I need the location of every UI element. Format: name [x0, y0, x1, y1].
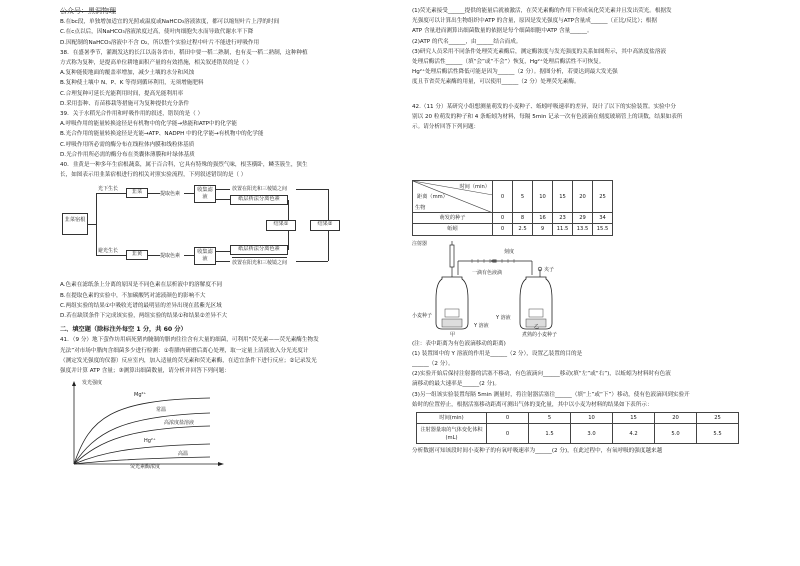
table-header-cell: 15	[613, 413, 655, 424]
table-header-cell: 15	[553, 181, 573, 213]
text-line: (1)荧光素接受______提供的能量后就被激活，在荧光素酶的作用下形成氧化荧光素并且发出荧光。根据发	[412, 8, 672, 14]
graph-xlabel: 荧光素酶浓度	[130, 464, 161, 471]
connector	[288, 231, 289, 250]
text-line: 始时的位置停止，根据活塞移动距离可测出气体的变化量，其中以小麦为材料的结果如下表所示：	[412, 401, 653, 408]
text-line: B.在bc段，单独增加适宜的光照或温度或NaHCO₃溶液浓度，都可以缩短叶片上浮的时间	[60, 19, 280, 26]
label-boiled-seeds: 煮熟的小麦种子	[522, 331, 558, 338]
y-axis-arrow	[72, 381, 76, 386]
table-cell: 23	[553, 213, 573, 224]
table-cell: 16	[533, 213, 553, 224]
table-header-cell: 0	[487, 413, 529, 424]
result-2-box: 结果②	[310, 220, 340, 231]
text-line: 别以 20 粒萌发的种子和 4 条蚯蚓为材料，每隔 5min 记录一次有色液滴在刻度玻璃管上的读数，结果如表所	[412, 113, 683, 120]
connector	[328, 189, 329, 220]
table-cell: 1.5	[529, 424, 571, 444]
table-header-cell: 时间(min)	[417, 413, 487, 424]
table-cell: 34	[593, 213, 613, 224]
table-cell: 3.0	[571, 424, 613, 444]
graph-ylabel: 发光强度	[82, 380, 103, 387]
connector	[296, 189, 328, 190]
text-line: D.光合作用所必需的酶分布在类囊体薄膜和叶绿体基质	[60, 151, 195, 158]
x-axis-arrow	[218, 462, 224, 466]
table-header-cell: 0	[493, 181, 513, 213]
text-line: (3)研究人员采用不同条件处理荧光素酶后，测定酶浓度与发光强度的关系如图所示，其中高浓度盐溶液	[412, 48, 667, 55]
connector	[216, 199, 230, 200]
text-line: 42.（11 分）某研究小组想测量萌发的小麦种子、蚯蚓呼吸速率的差异，设计了以下的实验装置。实验中分	[412, 103, 676, 110]
leaf-yellow-chive-box: 韭黄	[126, 250, 148, 260]
collect-filtrate-box-1: 收集滤液	[194, 185, 216, 203]
result-1-box: 结果①	[266, 220, 296, 231]
table-header-cell: 10	[533, 181, 553, 213]
label-y-solution-b: Y 溶液	[496, 314, 511, 321]
left-top-text	[60, 17, 390, 180]
text-line: （测定发光强度的仪器）反应室内，加入适量的荧光素和荧光素酶，在适宜条件下进行反应；②记录发光	[60, 357, 317, 364]
spacer	[412, 132, 772, 180]
seed-basket-a	[445, 309, 459, 317]
table-header-cell: 25	[593, 181, 613, 213]
leaf-chive-box: 韭菜	[126, 188, 148, 198]
q41-text	[60, 335, 390, 376]
experiment-flow-diagram	[60, 183, 390, 275]
connector	[288, 200, 289, 220]
table-header-cell: 5	[513, 181, 533, 213]
connector	[216, 261, 230, 262]
text-line: B.复种使土壤中 N、P、K 等得到循环利用，无须增施肥料	[60, 80, 204, 87]
connector	[328, 231, 329, 261]
curve-label-normal: 常温	[156, 407, 167, 414]
text-line: 示。请分析回答下列问题：	[412, 124, 480, 131]
connector	[96, 193, 97, 255]
left-column	[60, 6, 390, 471]
connector	[88, 224, 96, 225]
table-header-cell: 20	[573, 181, 593, 213]
table-header-cell: 20	[655, 413, 697, 424]
text-line: C.在c点以后，因NaHCO₃溶液浓度过高，使叶肉细胞失水而导致代谢水平下降	[60, 29, 254, 36]
label-seeds: 小麦种子	[412, 312, 433, 319]
curve-label-salt: 高浓度盐溶液	[164, 420, 195, 427]
q40-options	[60, 280, 390, 321]
corner-organism-label: 生物	[415, 205, 426, 212]
seed-basket-b	[529, 309, 543, 317]
extract-label-1: 提取色素	[160, 191, 181, 198]
table-cell: 9	[533, 224, 553, 235]
table-cell: 5.0	[655, 424, 697, 444]
text-line: 41．（9 分）地下萤作坊用病死猪肉腌制的腊肉往往含有大量的细菌，可利用“荧光素——荧光素酶生物发	[60, 337, 319, 344]
text-line: Hg²⁺处理后酶活性降低可能是因为______（2 分）。据图分析，若要达到最大发光强	[412, 69, 618, 76]
luminescence-graph	[60, 378, 390, 471]
table-corner-cell	[413, 181, 493, 213]
table-row	[417, 424, 739, 444]
table-row	[413, 224, 613, 235]
text-line: 强度并计算 ATP 含量；③测算出细菌数量，请分析并回答下列问题：	[60, 368, 230, 375]
text-line: 39．关于水稻光合作用和呼吸作用的叙述，错误的是（ ）	[60, 111, 204, 118]
text-line: 处理后酶活性______（填“会”或“不会”）恢复，Hg²⁺处理后酶活性不可恢复。	[412, 59, 605, 66]
table-cell: 8	[513, 213, 533, 224]
corner-time-label: 时间（min）	[459, 184, 490, 191]
spacer	[412, 88, 772, 102]
table-cell: 5.5	[697, 424, 739, 444]
gas-volume-table	[416, 412, 739, 444]
text-line: 光强度可以计算出生物组织中ATP 的含量，原因是发光强度与ATP含量成______（正比/反比）；根据	[412, 18, 657, 25]
connector	[148, 193, 160, 194]
table-cell: 13.5	[573, 224, 593, 235]
text-line: 方式称为复种，是提高单位耕地面积产量的有效措施，相关叙述错误的是（ ）	[60, 60, 252, 67]
option-a[interactable]: A.色素在滤纸条上分离的原因是不同色素在层析液中的溶解度不同	[60, 282, 223, 289]
table-header-cell: 10	[571, 413, 613, 424]
connector	[184, 193, 194, 194]
text-line: ATP 含量进而测算出细菌数量的依据是每个细菌细胞中ATP 含量______。	[412, 28, 593, 35]
table-cell: 2.5	[513, 224, 533, 235]
apparatus-diagram	[412, 239, 772, 337]
table-note: (注：表中距离为有色液滴移动的距离)	[412, 340, 506, 347]
step-chromatography-1: 纸层析法分离色素	[230, 195, 288, 205]
text-line: 滴移动的最大速率是______(2 分)。	[412, 381, 501, 388]
text-line: C.合理复种可延长光能利用时间，提高光能利用率	[60, 90, 184, 97]
text-line: 38．在盛暑季节，灌溉发达的长江以南各省市，稻田中要一稻二熟制，也有麦一稻二熟制，这种种植	[60, 49, 308, 56]
text-line: C.呼吸作用所必需的酶分布在线粒体内膜和线粒体基质	[60, 141, 195, 148]
label-syringe: 注射器	[412, 240, 428, 247]
label-valve: 夹子	[544, 266, 555, 273]
text-line: (2)ATP 的代名______，由______结合而成。	[412, 38, 522, 45]
colored-drop	[491, 259, 497, 262]
text-line: 长，如图表示用韭菜宿根进行的相关对照实验流程，下列叙述错误的是（ ）	[60, 172, 247, 179]
text-line: B.光合作用的能量转换途径是光能→ATP、NADPH 中的化学能→有机物中的化学能	[60, 131, 264, 138]
curve-label-mg: Mg²⁺	[134, 392, 147, 399]
text-line: 光法”对市场中腊肉含细菌多少进行检测：①将腊肉研磨后离心处理，取一定量上清液放入分光光度计	[60, 347, 309, 354]
curve-label-hg: Hg²⁺	[144, 438, 156, 445]
section-title: 二、填空题（除标注外每空 1 分，共 60 分）	[60, 326, 187, 334]
text-line: ______（2 分）。	[412, 361, 454, 368]
connector	[216, 189, 230, 190]
text-line: (1) 装置图中的 Y 溶液的作用是______（2 分），设置乙装置的目的是	[412, 350, 583, 357]
text-line: D.采用套种、育苗移栽等措施可为复种提供充分条件	[60, 100, 190, 107]
connector	[296, 261, 328, 262]
curve-hg	[74, 444, 210, 464]
branch-label-light: 光下生长	[98, 186, 119, 193]
watermark: 公众号：黑洞物理	[60, 7, 116, 15]
label-drop: 一滴有色液滴	[472, 269, 503, 276]
y-solution-a	[442, 319, 462, 327]
text-line: 40．韭黄是一种多年生宿根蔬菜，属于百合科，它具有特殊的强烈气味，根茎横卧，鳞茎簇生，狭生	[60, 162, 308, 169]
text-line: 度且节省荧光素酶的用量，可以使用______（2 分）处理荧光素酶。	[412, 79, 580, 86]
text-line: A.呼吸作用的能量转换途径是有机物中的化学能→热能和ATP中的化学能	[60, 121, 238, 128]
step-prism-1: 放置在阳光和三棱镜之间	[232, 184, 287, 195]
table-row-label: 蚯蚓	[413, 224, 493, 235]
flow-root-box: 韭菜宿根	[62, 213, 88, 235]
table-header-row	[413, 181, 613, 213]
table-cell: 15.5	[593, 224, 613, 235]
label-y-solution-a: Y 溶液	[474, 322, 489, 329]
right-column	[412, 6, 772, 456]
label-yi: 乙	[534, 323, 540, 330]
table-row	[413, 213, 613, 224]
text-line: (2)实验开始后保持注射器的活塞不移动，有色液滴向______移动(填“左”或“右”)，以蚯蚓为材料时有色液	[412, 371, 671, 378]
corner-distance-label: 距离（mm）	[417, 194, 448, 201]
text-line: 分析数据可知该段时间小麦种子的有氧呼吸速率为______(2 分)，在此过程中，有氧呼吸的强度越来越	[412, 448, 663, 455]
table-cell: 0	[493, 224, 513, 235]
table-cell: 4.2	[613, 424, 655, 444]
text-line: (3)另一组该实验装置每隔 5min 测量时，将注射器活塞往______（填“上”或“下”）移动，使有色液滴回到实验开	[412, 391, 690, 398]
table-cell: 11.5	[553, 224, 573, 235]
collect-filtrate-box-2: 收集滤液	[194, 247, 216, 265]
step-prism-2: 放置在阳光和三棱镜之间	[232, 257, 287, 268]
q42-text	[412, 102, 772, 133]
table-header-row	[417, 413, 739, 424]
table-cell: 29	[573, 213, 593, 224]
step-chromatography-2: 纸层析法分离色素	[230, 245, 288, 255]
q42-subquestions	[412, 349, 772, 410]
extract-label-2: 提取色素	[160, 253, 181, 260]
table-row-label: 注射器量取的气体变化体积(mL)	[417, 424, 487, 444]
label-scale: 刻度	[504, 248, 515, 255]
connector	[148, 255, 160, 256]
syringe-body	[450, 245, 454, 267]
distance-table	[412, 180, 613, 235]
table-header-cell: 5	[529, 413, 571, 424]
option-b[interactable]: B.在提取色素的实验中，不加碳酸钙对滤液颜色的影响不大	[60, 292, 206, 299]
table-header-cell: 25	[697, 413, 739, 424]
table-row-label: 萌发的种子	[413, 213, 493, 224]
label-jia: 甲	[450, 331, 456, 338]
table-cell: 0	[487, 424, 529, 444]
curve-label-heat: 高温	[178, 451, 189, 458]
curve-mg	[74, 398, 210, 464]
text-line: A.复种能使地面的覆盖率增加，减少土壤的水分和风蚀	[60, 70, 195, 77]
connector	[184, 255, 194, 256]
q41-subquestions	[412, 6, 772, 88]
option-c[interactable]: C.两组实验的结果①中吸收光谱的最明显的差异出现在蓝紫光区域	[60, 302, 222, 309]
branch-label-dark: 避光生长	[98, 248, 119, 255]
text-line: D.因配制的NaHCO₃溶液中不含 O₂，所以整个实验过程中叶片不能进行呼吸作用	[60, 39, 260, 46]
option-d[interactable]: D.若在缺镁条件下完成该实验，两组实验的结果①和结果②差异不大	[60, 313, 228, 320]
connector	[216, 251, 230, 252]
table-cell: 0	[493, 213, 513, 224]
